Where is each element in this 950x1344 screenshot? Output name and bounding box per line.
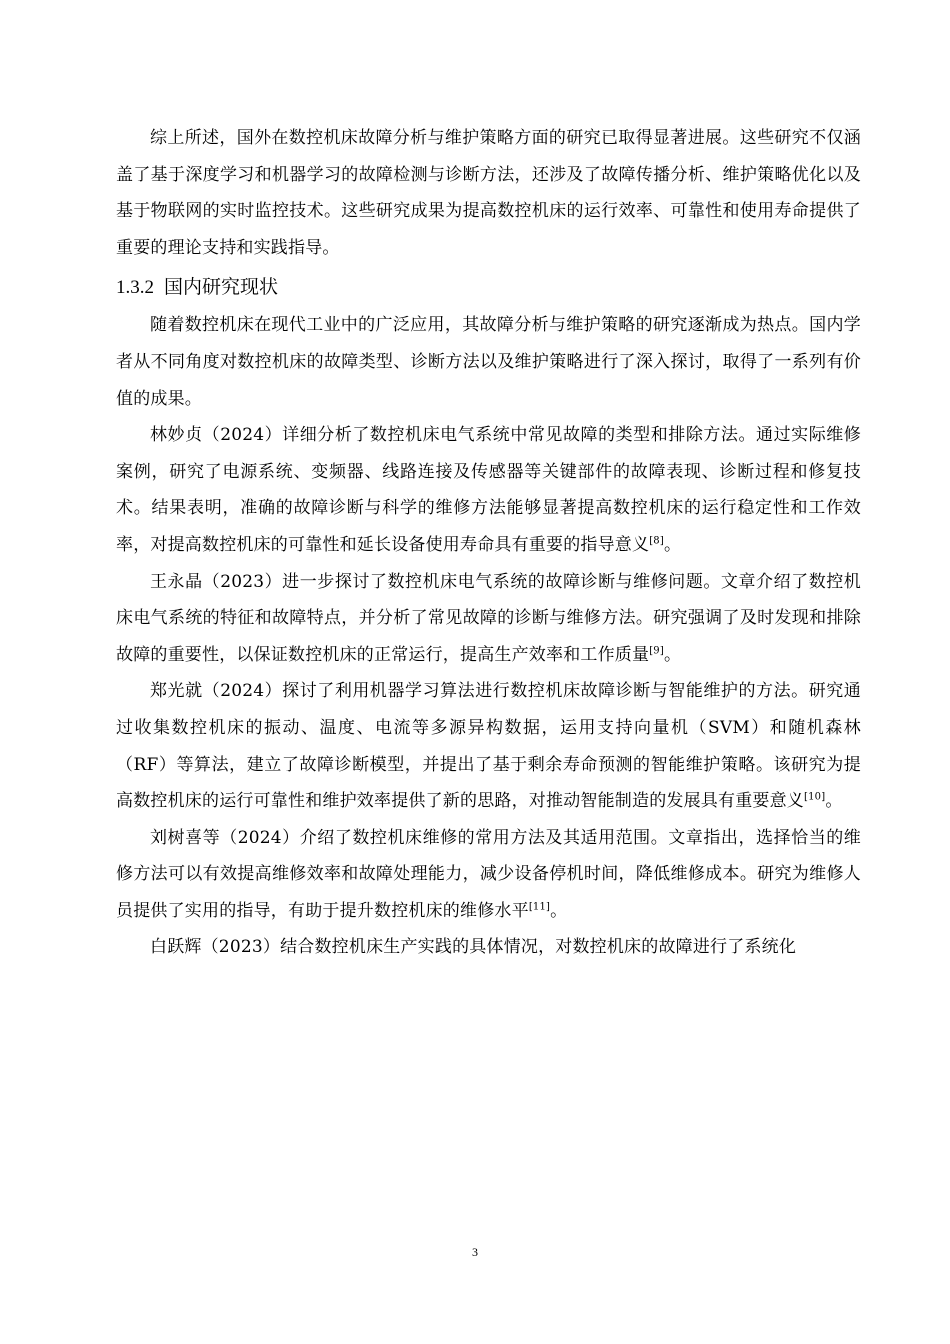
citation-ref: [9] <box>649 645 664 657</box>
paragraph-wang <box>116 564 861 674</box>
section-heading <box>116 270 861 305</box>
section-title: 国内研究现状 <box>164 276 279 299</box>
paragraph-end: 。 <box>663 644 682 665</box>
paragraph-intro: 随着数控机床在现代工业中的广泛应用，其故障分析与维护策略的研究逐渐成为热点。国内学者从不同角度对数控机床的故障类型、诊断方法以及维护策略进行了深入探讨，取得了一系列有价值的成果。 <box>116 315 861 409</box>
paragraph-summary: 综上所述，国外在数控机床故障分析与维护策略方面的研究已取得显著进展。这些研究不仅涵盖了基于深度学习和机器学习的故障检测与诊断方法，还涉及了故障传播分析、维护策略优化以及基于物联网的实时监控技术。这些研究成果为提高数控机床的运行效率、可靠性和使用寿命提供了重要的理论支持和实践指导。 <box>116 128 861 258</box>
paragraph-text: 林妙贞（2024）详细分析了数控机床电气系统中常见故障的类型和排除方法。通过实际维修案例，研究了电源系统、变频器、线路连接及传感器等关键部件的故障表现、诊断过程和修复技术。结果表明，准确的故障诊断与科学的维修方法能够显著提高数控机床的运行稳定性和工作效率，对提高数控机床的可靠性和延长设备使用寿命具有重要的指导意义 <box>116 425 861 555</box>
paragraph-end: 。 <box>663 534 682 555</box>
paragraph-zheng <box>116 673 861 819</box>
page-number: 3 <box>472 1245 478 1259</box>
citation-ref: [11] <box>528 901 551 913</box>
paragraph-bai: 白跃辉（2023）结合数控机床生产实践的具体情况，对数控机床的故障进行了系统化 <box>150 937 797 958</box>
paragraph-lin <box>116 417 861 563</box>
paragraph-end: 。 <box>550 900 568 921</box>
section-number: 1.3.2 <box>116 277 154 299</box>
page-content <box>116 120 861 966</box>
paragraph-text: 郑光就（2024）探讨了利用机器学习算法进行数控机床故障诊断与智能维护的方法。研究通过收集数控机床的振动、温度、电流等多源异构数据，运用支持向量机（SVM）和随机森林（RF）等算法，建立了故障诊断模型，并提出了基于剩余寿命预测的智能维护策略。该研究为提高数控机床的运行可靠性和维护效率提供了新的思路，对推动智能制造的发展具有重要意义 <box>116 681 861 812</box>
paragraph-liu <box>116 820 861 930</box>
paragraph-end: 。 <box>825 791 843 812</box>
paragraph-text: 刘树喜等（2024）介绍了数控机床维修的常用方法及其适用范围。文章指出，选择恰当的维修方法可以有效提高维修效率和故障处理能力，减少设备停机时间，降低维修成本。研究为维修人员提供了实用的指导，有助于提升数控机床的维修水平 <box>116 827 861 921</box>
citation-ref: [10] <box>804 791 826 803</box>
paragraph-text: 王永晶（2023）进一步探讨了数控机床电气系统的故障诊断与维修问题。文章介绍了数控机床电气系统的特征和故障特点，并分析了常见故障的诊断与维修方法。研究强调了及时发现和排除故障的重要性，以保证数控机床的正常运行，提高生产效率和工作质量 <box>116 571 861 665</box>
citation-ref: [8] <box>649 535 664 547</box>
